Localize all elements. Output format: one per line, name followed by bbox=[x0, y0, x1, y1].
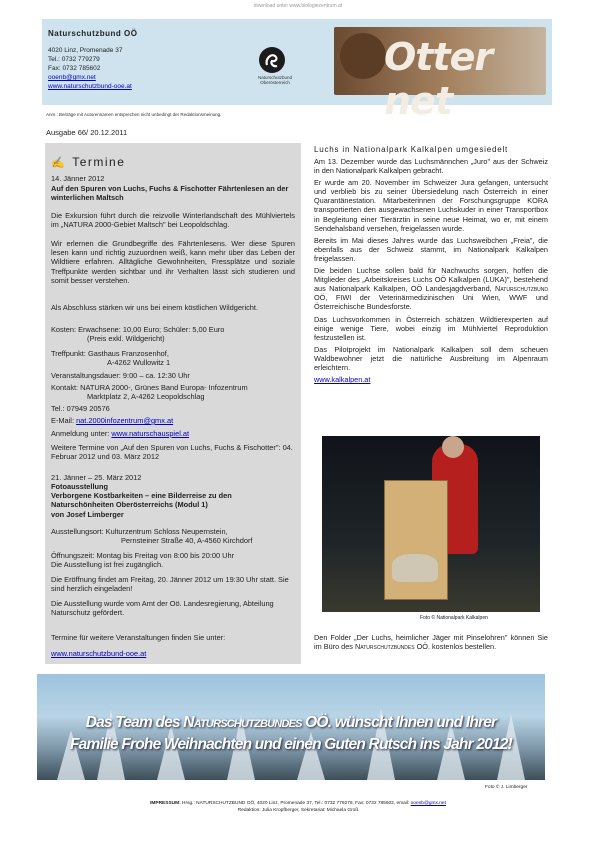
event1-kosten-note: (Preis exkl. Wildgericht) bbox=[87, 334, 165, 343]
greeting-line1 bbox=[37, 712, 545, 734]
event1-kontakt-address: Marktplatz 2, A-4262 Leopoldschlag bbox=[87, 392, 205, 401]
event2-type: Fotoausstellung bbox=[51, 482, 109, 491]
otter-net-logo: Otter net bbox=[384, 35, 493, 123]
event1-anmeldung-link[interactable]: www.naturschauspiel.at bbox=[111, 429, 190, 438]
lynx-release-photo bbox=[322, 436, 540, 612]
impressum-text: Hrsg.: NATURSCHUTZBUND OÖ, 4020 Linz, Promenade 37, Tel.: 0732 779279, Fax: 0732 785602, email: bbox=[182, 801, 411, 806]
article-p5: Das Luchsvorkommen in Österreich schätzen Wildtierexperten auf einige wenige Tiere, wobei einzig im Mühlviertel Reproduktion festzustellen ist. bbox=[314, 314, 548, 342]
photo-credit: Foto © Nationalpark Kalkalpen bbox=[420, 615, 488, 621]
folder-note-org: Naturschutzbundes bbox=[354, 642, 415, 652]
org-web-link[interactable]: www.naturschutzbund-ooe.at bbox=[48, 83, 132, 90]
greeting-line2: Familie Frohe Weihnachten und einen Guten Rutsch ins Jahr 2012! bbox=[70, 736, 512, 753]
event1-email-row bbox=[51, 416, 295, 425]
event2-ort: Ausstellungsort: Kulturzentrum Schloss Neupernstein, bbox=[51, 527, 228, 536]
impressum-label: IMPRESSUM: bbox=[150, 801, 183, 806]
banner-photo-credit: Foto © J. Limberger bbox=[485, 785, 528, 790]
event1-dauer: Veranstaltungsdauer: 9:00 – ca. 12:30 Uhr bbox=[51, 371, 190, 380]
article-p4-end: OÖ, FIWI der Veterinärmedizinischen Uni Wien, WWF und Österreichische Bundesforste. bbox=[314, 293, 548, 312]
org-email-link[interactable]: ooenb@gmx.net bbox=[48, 74, 96, 81]
event2-ort-address: Pernsteiner Straße 40, A-4560 Kirchdorf bbox=[121, 536, 253, 545]
logo-caption: Naturschutzbund Oberösterreich bbox=[257, 75, 293, 85]
event1-desc3: Als Abschluss stärken wir uns bei einem köstlichen Wildgericht. bbox=[51, 303, 259, 312]
article-p6: Das Pilotprojekt im Nationalpark Kalkalpen soll dem scheuen Waldbewohner jetzt die natürliche Ausbreitung im Alpenraum erleichtern. bbox=[314, 344, 548, 372]
folder-note-end: OÖ. kostenlos bestellen. bbox=[414, 642, 497, 652]
photo-lynx bbox=[392, 554, 438, 582]
termine-box bbox=[45, 143, 301, 664]
folder-note bbox=[314, 633, 548, 651]
event1-anmeldung-row bbox=[51, 429, 295, 438]
article-p3: Bereits im Mai dieses Jahres wurde das Luchsweibchen „Freia", die ebenfalls aus der Schweiz stammt, im Nationalpark Kalkalpen freigelassen. bbox=[314, 235, 548, 263]
article-luchs bbox=[314, 145, 548, 387]
kalkalpen-link[interactable]: www.kalkalpen.at bbox=[314, 375, 371, 385]
event1-desc1: Die Exkursion führt durch die reizvolle Winterlandschaft des Mühlviertels im „NATURA 2000-Gebiet Maltsch" bei Leopoldschlag. bbox=[51, 211, 295, 230]
org-name: Naturschutzbund OÖ bbox=[48, 29, 138, 38]
impressum-email-link[interactable]: ooenb@gmx.net bbox=[410, 801, 446, 806]
article-p4-start: Die beiden Luchse sollen bald für Nachwuchs sorgen, hoffen die Mitglieder des „Arbeitskreises Luchs OÖ Kalkalpen (LUKA)", bestehend aus Nationalpark Kalkalpen, OÖ Landesjagdverband, bbox=[314, 266, 548, 294]
christmas-banner bbox=[37, 674, 545, 780]
greeting-line1-end: OÖ. wünscht Ihnen und Ihrer bbox=[301, 714, 497, 731]
event1-date: 14. Jänner 2012 bbox=[51, 174, 105, 183]
naturschutzbund-logo-icon bbox=[259, 47, 285, 73]
article-p1: Am 13. Dezember wurde das Luchsmännchen „Juro" aus der Schweiz in den Nationalpark Kalkalpen gebracht. bbox=[314, 157, 548, 176]
event1-email-link[interactable]: nat.2000infozentrum@gmx.at bbox=[76, 416, 174, 425]
org-tel: Tel.: 0732 779279 bbox=[48, 56, 100, 63]
impressum bbox=[40, 800, 556, 814]
article-title: Luchs in Nationalpark Kalkalpen umgesiedelt bbox=[314, 145, 509, 154]
article-p2: Er wurde am 20. November im Schweizer Jura gefangen, untersucht und verblieb bis zu seiner Übersiedelung nach Österreich in einer Quarantänestation. Mitarbeiterinnen der Forschungsgruppe KORA transportierten den ausgewachsenen Luchskuder in einer Transportbox in Begleitung einer Tierärztin in seine neue Heimat, wo er, mit einem Sendehalsband versehen, freigelassen wurde. bbox=[314, 178, 548, 233]
termine-heading bbox=[51, 155, 125, 169]
impressum-line1 bbox=[40, 800, 556, 807]
termine-footer-link[interactable]: www.naturschutzbund-ooe.at bbox=[51, 649, 147, 658]
org-address-block bbox=[48, 46, 132, 91]
christmas-greeting bbox=[37, 712, 545, 756]
event1-treffpunkt: Treffpunkt: Gasthaus Franzosenhof, bbox=[51, 349, 169, 358]
event2-gefoerdert: Die Ausstellung wurde vom Amt der Oö. Landesregierung, Abteilung Naturschutz gefördert. bbox=[51, 599, 274, 618]
event2-zeiten: Öffnungszeit: Montag bis Freitag von 8:00 bis 20:00 Uhr bbox=[51, 551, 235, 560]
org-address: 4020 Linz, Promenade 37 bbox=[48, 47, 123, 54]
greeting-line1-start: Das Team des bbox=[85, 714, 184, 731]
event2-author: von Josef Limberger bbox=[51, 510, 124, 519]
impressum-line2: Redaktion: Julia Kropfberger, Sekretariat: Michaela Groß bbox=[237, 808, 359, 813]
event1-title: Auf den Spuren von Luchs, Fuchs & Fischotter Fährtenlesen an der winterlichen Maltsch bbox=[51, 184, 289, 203]
disclaimer: Anm.: Beiträge mit Autorennamen entsprechen nicht unbedingt der Redaktionsmeinung. bbox=[46, 112, 222, 117]
event1-treffpunkt-address: A-4262 Wullowitz 1 bbox=[107, 358, 171, 367]
photo-person-head bbox=[442, 436, 464, 458]
event1-kosten: Kosten: Erwachsene: 10,00 Euro; Schüler: 5,00 Euro bbox=[51, 325, 225, 334]
otter-head-image bbox=[340, 33, 386, 79]
event2-eroeffnung: Die Eröffnung findet am Freitag, 20. Jänner 2012 um 19:30 Uhr statt. Sie sind herzlich eingeladen! bbox=[51, 575, 289, 594]
org-fax: Fax: 0732 785602 bbox=[48, 65, 101, 72]
event2-title: Verborgene Kostbarkeiten – eine Bilderreise zu den Naturschönheiten Oberösterreichs (Modul 1) bbox=[51, 491, 232, 510]
termine-footer: Termine für weitere Veranstaltungen finden Sie unter: bbox=[51, 633, 226, 642]
event1-weitere: Weitere Termine von „Auf den Spuren von Luchs, Fuchs & Fischotter": 04. Februar 2012 und 03. März 2012 bbox=[51, 443, 293, 462]
folder-note-start: Den Folder „Der Luchs, heimlicher Jäger mit Pinselohren" können Sie im Büro des bbox=[314, 633, 548, 652]
article-p4 bbox=[314, 266, 548, 311]
article-p4-org: Naturschutzbund bbox=[495, 284, 548, 294]
event1-kontakt: Kontakt: NATURA 2000-, Grünes Band Europa- Infozentrum bbox=[51, 383, 248, 392]
event1-anmeldung-label: Anmeldung unter: bbox=[51, 429, 112, 438]
pen-icon: ✍ bbox=[51, 157, 67, 169]
event1-email-label: E-Mail: bbox=[51, 416, 77, 425]
greeting-line1-org: Naturschutzbundes bbox=[183, 714, 302, 731]
event2-date: 21. Jänner – 25. März 2012 bbox=[51, 473, 142, 482]
download-watermark: download unter www.biologiezentrum.at bbox=[253, 3, 343, 9]
issue-number: Ausgabe 66/ 20.12.2011 bbox=[46, 128, 128, 137]
event1-tel: Tel.: 07949 20576 bbox=[51, 404, 110, 413]
termine-heading-text: Termine bbox=[72, 155, 126, 169]
photo-transport-box bbox=[384, 480, 448, 600]
event1-desc2: Wir erlernen die Grundbegriffe des Fährtenlesens. Wer diese Spuren lesen kann und richtig zuzuordnen weiß, kann mehr über das Leben der Wildtiere erfahren. Alltägliche Gewohnheiten, Fressplätze und soziale Treffpunkte werden sichtbar und ihr Verhalten lässt sich studieren und somit besser verstehen. bbox=[51, 239, 295, 285]
event2-frei: Die Ausstellung ist frei zugänglich. bbox=[51, 560, 164, 569]
